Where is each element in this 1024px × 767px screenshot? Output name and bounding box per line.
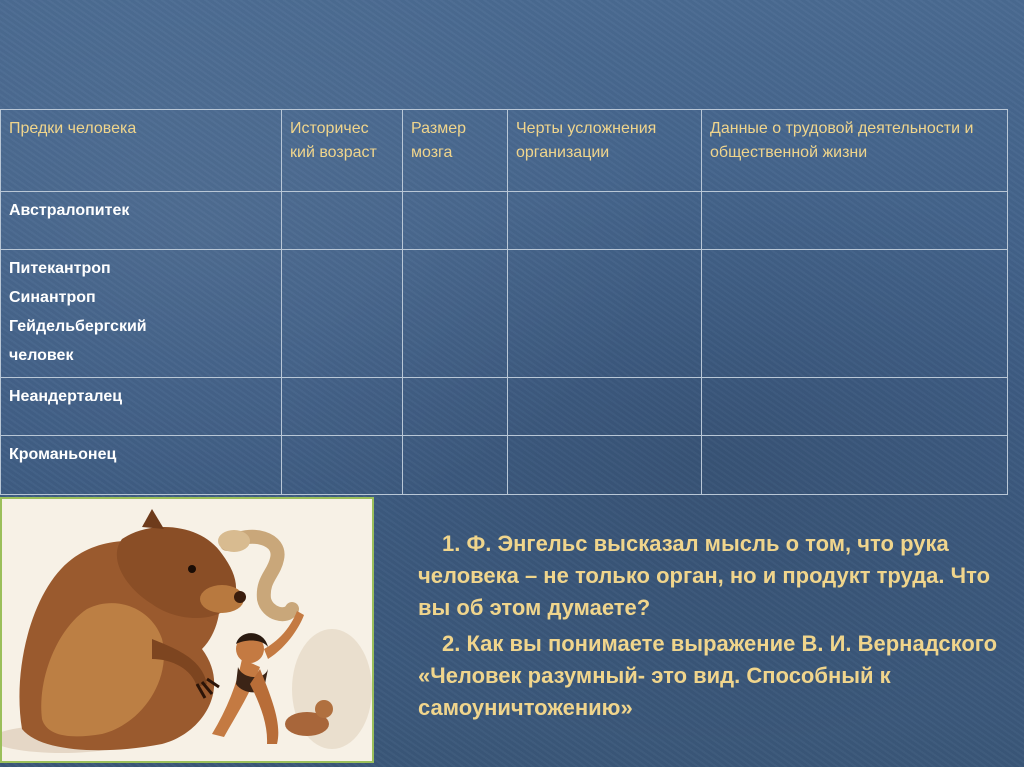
table-row xyxy=(1,250,1008,378)
row-label-line: Кроманьонец xyxy=(9,446,117,463)
row-label-line: Синантроп xyxy=(9,289,96,306)
header-cell: Предки человека xyxy=(1,110,282,192)
row-label-cell xyxy=(1,192,282,250)
row-label-line: человек xyxy=(9,347,74,364)
empty-cell xyxy=(403,250,508,378)
table-row xyxy=(1,436,1008,495)
row-label-cell xyxy=(1,378,282,436)
row-label-line: Неандерталец xyxy=(9,388,123,405)
row-label-line: Питекантроп xyxy=(9,260,111,277)
ancestors-table xyxy=(0,109,1008,495)
header-cell: Данные о трудовой деятельности и общественной жизни xyxy=(702,110,1008,192)
empty-cell xyxy=(508,250,702,378)
question-1: 1. Ф. Энгельс высказал мысль о том, что рука человека – не только орган, но и продукт труда. Что вы об этом думаете? xyxy=(418,531,991,620)
header-cell: Размер мозга xyxy=(403,110,508,192)
row-label-cell xyxy=(1,250,282,378)
empty-cell xyxy=(508,378,702,436)
empty-cell xyxy=(508,192,702,250)
empty-cell xyxy=(282,378,403,436)
question-2: 2. Как вы понимаете выражение В. И. Вернадского «Человек разумный- это вид. Способный к самоуничтожению» xyxy=(418,631,998,720)
empty-cell xyxy=(282,436,403,495)
header-cell: Историчес кий возраст xyxy=(282,110,403,192)
empty-cell xyxy=(702,192,1008,250)
discussion-questions xyxy=(418,528,998,728)
empty-cell xyxy=(702,378,1008,436)
row-label-line: Австралопитек xyxy=(9,202,130,219)
empty-cell xyxy=(508,436,702,495)
empty-cell xyxy=(282,250,403,378)
row-label-cell xyxy=(1,436,282,495)
table-header-row xyxy=(1,110,1008,192)
empty-cell xyxy=(403,378,508,436)
table-row xyxy=(1,192,1008,250)
table-row xyxy=(1,378,1008,436)
header-cell: Черты усложнения организации xyxy=(508,110,702,192)
empty-cell xyxy=(702,250,1008,378)
illustration-drawing xyxy=(2,499,372,761)
empty-cell xyxy=(403,192,508,250)
empty-cell xyxy=(403,436,508,495)
bear-and-caveman-illustration xyxy=(0,497,374,763)
empty-cell xyxy=(282,192,403,250)
row-label-line: Гейдельбергский xyxy=(9,318,147,335)
empty-cell xyxy=(702,436,1008,495)
